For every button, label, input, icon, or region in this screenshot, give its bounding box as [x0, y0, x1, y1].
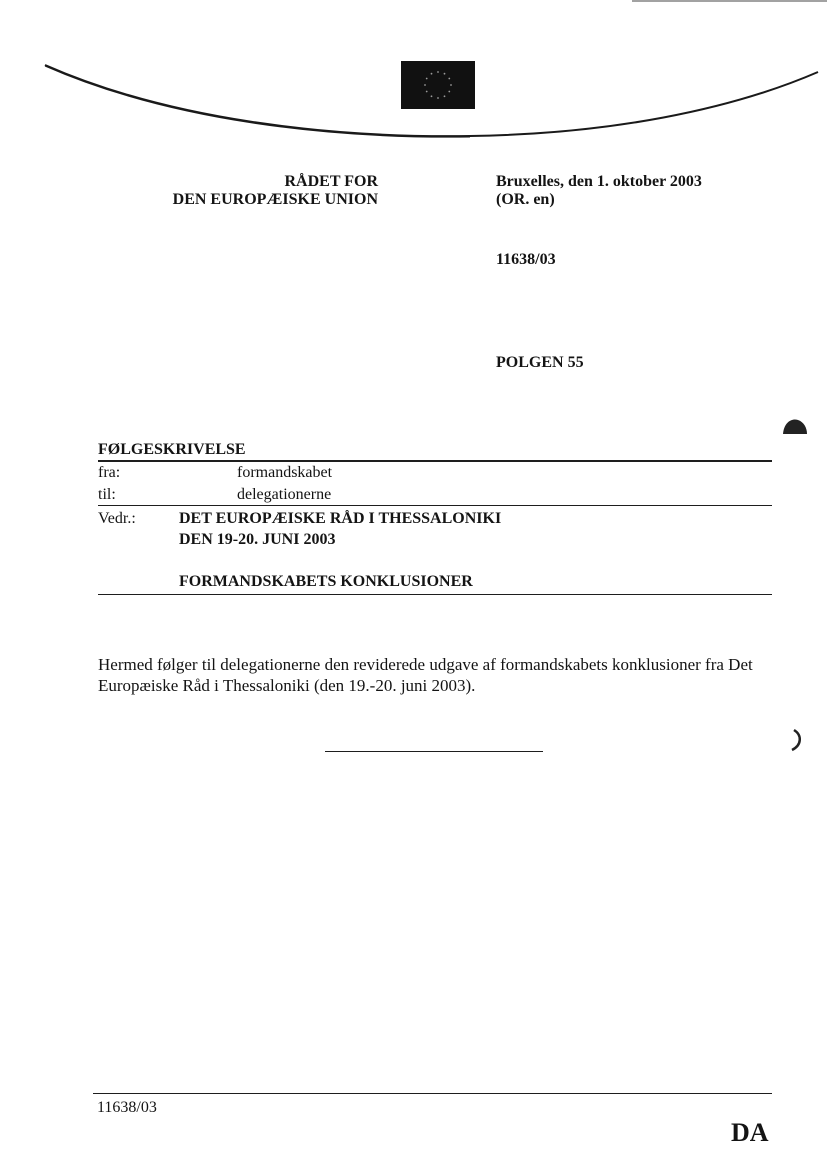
- cover-note-title: FØLGESKRIVELSE: [98, 441, 246, 458]
- footer-document-number: 11638/03: [97, 1099, 157, 1116]
- punch-hole-mark-icon: [780, 412, 810, 438]
- eu-flag-emblem: [401, 61, 475, 109]
- divider: [98, 460, 772, 462]
- document-number: 11638/03: [496, 251, 556, 268]
- subject-line1: DET EUROPÆISKE RÅD I THESSALONIKI: [179, 510, 502, 527]
- subject-label: Vedr.:: [98, 510, 136, 527]
- original-language: (OR. en): [496, 191, 555, 208]
- classification-code: POLGEN 55: [496, 354, 584, 371]
- divider: [98, 505, 772, 506]
- eu-stars-icon: [401, 61, 475, 109]
- to-label: til:: [98, 486, 116, 503]
- council-name-line2: DEN EUROPÆISKE UNION: [172, 191, 378, 208]
- from-value: formandskabet: [237, 464, 333, 481]
- footer-divider: [93, 1093, 772, 1094]
- body-paragraph: Hermed følger til delegationerne den reviderede udgave af formandskabets konklusioner fra Det Europæiske Råd i Thessaloniki (den 19.-20. juni 2003).: [98, 655, 753, 695]
- subject-line2: DEN 19-20. JUNI 2003: [179, 531, 336, 548]
- subject-line3: FORMANDSKABETS KONKLUSIONER: [179, 573, 473, 590]
- footer-language-code: DA: [731, 1118, 769, 1147]
- end-of-text-rule: [325, 751, 543, 752]
- divider: [98, 594, 772, 595]
- to-value: delegationerne: [237, 486, 332, 503]
- scan-bracket-mark-icon: [786, 727, 810, 753]
- from-label: fra:: [98, 464, 121, 481]
- council-name-line1: RÅDET FOR: [284, 173, 378, 190]
- date-line: Bruxelles, den 1. oktober 2003: [496, 173, 702, 190]
